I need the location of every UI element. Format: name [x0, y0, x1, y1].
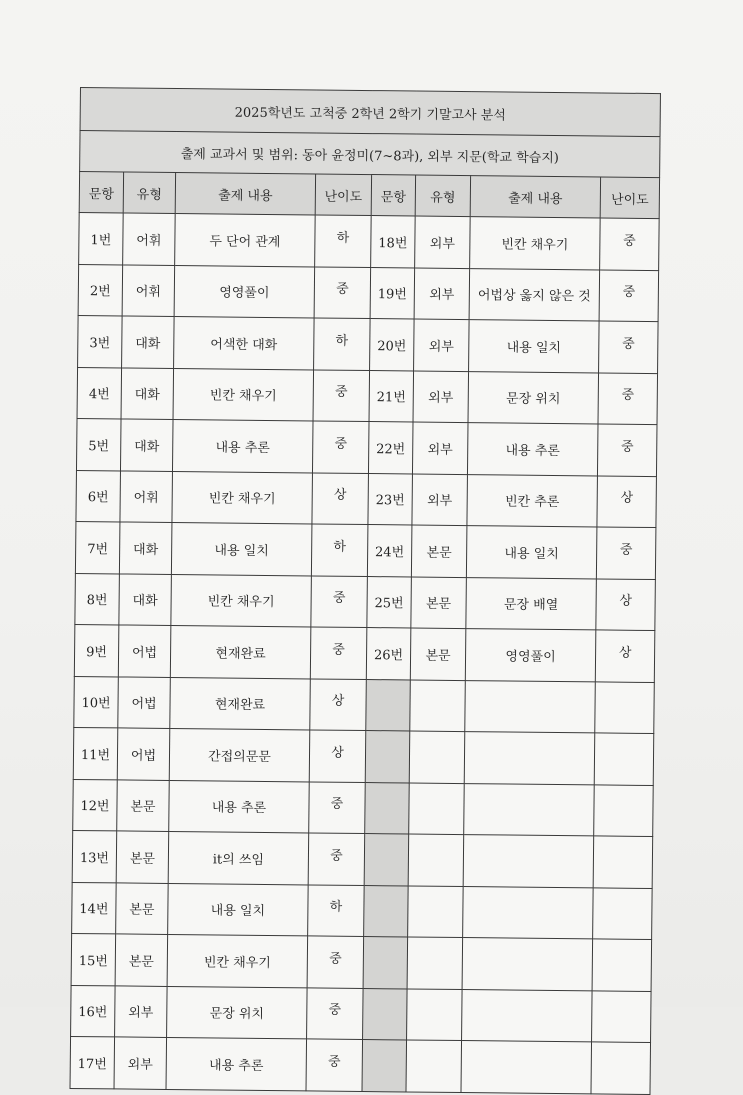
left-type-cell: 어휘 — [120, 470, 173, 522]
right-difficulty-cell: 중 — [600, 218, 660, 270]
left-difficulty-cell: 하 — [308, 884, 365, 936]
table-row — [75, 521, 656, 579]
left-no-cell: 11번 — [73, 727, 118, 779]
left-no-cell: 13번 — [72, 830, 117, 882]
right-type-cell: 본문 — [411, 576, 467, 628]
right-content-cell: 내용 일치 — [466, 526, 597, 579]
left-type-cell: 대화 — [119, 573, 172, 625]
table-row — [76, 418, 657, 476]
table-row — [72, 882, 653, 940]
right-no-cell — [364, 885, 409, 937]
right-type-cell: 외부 — [412, 422, 468, 474]
right-type-cell — [406, 1040, 462, 1092]
left-type-cell: 본문 — [116, 831, 169, 883]
left-content-cell: 내용 일치 — [168, 883, 309, 936]
left-no-cell: 10번 — [74, 676, 119, 728]
left-content-cell: 빈칸 채우기 — [167, 934, 308, 987]
right-difficulty-cell: 상 — [596, 578, 656, 630]
right-type-cell — [408, 834, 464, 886]
left-type-cell: 어법 — [117, 728, 170, 780]
right-type-cell: 외부 — [413, 371, 469, 423]
left-content-cell: 영영풀이 — [174, 265, 315, 318]
left-content-cell: 내용 일치 — [171, 522, 312, 575]
right-type-cell: 본문 — [411, 525, 467, 577]
left-no-cell: 15번 — [71, 933, 116, 985]
left-type-cell: 대화 — [120, 419, 173, 471]
left-type-cell: 대화 — [119, 522, 172, 574]
right-type-cell: 외부 — [415, 216, 471, 268]
right-difficulty-cell — [593, 836, 653, 888]
left-no-cell: 12번 — [73, 779, 118, 831]
right-difficulty-cell: 상 — [597, 475, 657, 527]
right-no-cell: 20번 — [370, 319, 415, 371]
left-no-cell: 5번 — [76, 418, 121, 470]
right-content-cell — [463, 886, 594, 939]
right-content-cell: 어법상 옳지 않은 것 — [469, 268, 600, 321]
table-row — [71, 933, 652, 991]
left-difficulty-cell: 중 — [312, 421, 369, 473]
right-no-cell: 21번 — [369, 370, 414, 422]
table-row — [77, 367, 658, 425]
left-content-cell: 빈칸 채우기 — [171, 574, 312, 627]
right-difficulty-cell — [594, 784, 654, 836]
left-type-cell: 외부 — [115, 985, 168, 1037]
left-type-cell: 대화 — [122, 316, 175, 368]
left-difficulty-cell: 상 — [309, 730, 366, 782]
table-row — [70, 1036, 651, 1094]
left-no-cell: 2번 — [78, 264, 123, 316]
right-difficulty-cell — [592, 990, 652, 1042]
left-type-cell: 대화 — [121, 367, 174, 419]
left-no-cell: 14번 — [72, 882, 117, 934]
right-type-cell — [408, 885, 464, 937]
header-cell: 출제 내용 — [470, 176, 600, 218]
left-content-cell: 두 단어 관계 — [175, 214, 316, 267]
left-no-cell: 7번 — [75, 521, 120, 573]
left-difficulty-cell: 상 — [312, 472, 369, 524]
header-cell: 문항 — [371, 175, 415, 216]
header-cell: 유형 — [123, 172, 175, 214]
left-type-cell: 어휘 — [122, 264, 175, 316]
right-no-cell — [362, 1040, 407, 1092]
header-cell: 난이도 — [600, 177, 660, 219]
table-row — [74, 624, 655, 682]
right-content-cell: 빈칸 추론 — [467, 474, 598, 527]
table-title: 2025학년도 고척중 2학년 2학기 기말고사 분석 — [80, 88, 661, 137]
left-content-cell: 어색한 대화 — [174, 316, 315, 369]
right-type-cell: 본문 — [410, 628, 466, 680]
left-content-cell: 빈칸 채우기 — [173, 368, 314, 421]
left-no-cell: 6번 — [76, 470, 121, 522]
right-difficulty-cell — [591, 1042, 651, 1094]
table-row — [73, 727, 654, 785]
right-difficulty-cell — [594, 733, 654, 785]
left-type-cell: 외부 — [114, 1037, 167, 1089]
right-type-cell: 외부 — [414, 319, 470, 371]
right-difficulty-cell: 중 — [599, 269, 659, 321]
right-content-cell — [465, 680, 596, 733]
right-content-cell — [462, 938, 593, 991]
table-row — [72, 830, 653, 888]
left-difficulty-cell: 상 — [310, 678, 367, 730]
header-cell: 출제 내용 — [175, 173, 315, 215]
right-content-cell: 내용 일치 — [469, 320, 600, 373]
left-difficulty-cell: 중 — [307, 987, 364, 1039]
left-content-cell: 간접의문문 — [169, 728, 310, 781]
left-content-cell: 현재완료 — [170, 677, 311, 730]
right-no-cell: 22번 — [368, 422, 413, 474]
right-no-cell — [363, 988, 408, 1040]
table-row — [78, 264, 659, 322]
table-row — [73, 779, 654, 837]
left-no-cell: 3번 — [78, 315, 123, 367]
table-row — [76, 470, 657, 528]
left-type-cell: 본문 — [116, 882, 169, 934]
right-no-cell — [363, 937, 408, 989]
left-no-cell: 16번 — [71, 985, 116, 1037]
right-type-cell — [409, 731, 465, 783]
right-no-cell: 18번 — [371, 216, 416, 268]
left-difficulty-cell: 하 — [315, 215, 372, 267]
right-content-cell — [464, 732, 595, 785]
header-cell: 유형 — [415, 175, 470, 217]
left-difficulty-cell: 하 — [314, 318, 371, 370]
left-difficulty-cell: 중 — [310, 627, 367, 679]
right-content-cell: 빈칸 채우기 — [470, 217, 601, 270]
left-type-cell: 본문 — [115, 934, 168, 986]
table-row — [71, 985, 652, 1043]
left-no-cell: 17번 — [70, 1036, 115, 1088]
table-row — [79, 212, 660, 270]
header-row — [79, 172, 659, 219]
right-no-cell — [365, 782, 410, 834]
right-no-cell: 23번 — [368, 473, 413, 525]
left-content-cell: it의 쓰임 — [168, 831, 309, 884]
left-difficulty-cell: 중 — [306, 1039, 363, 1091]
left-type-cell: 어법 — [118, 625, 171, 677]
right-difficulty-cell — [595, 681, 655, 733]
right-type-cell — [410, 679, 466, 731]
left-content-cell: 현재완료 — [170, 625, 311, 678]
right-content-cell: 문장 위치 — [468, 371, 599, 424]
left-no-cell: 1번 — [79, 212, 124, 264]
scope-row — [80, 131, 660, 178]
left-difficulty-cell: 중 — [307, 936, 364, 988]
right-content-cell — [463, 835, 594, 888]
right-no-cell: 25번 — [367, 576, 412, 628]
left-content-cell: 내용 추론 — [169, 780, 310, 833]
header-cell: 난이도 — [315, 174, 371, 216]
right-type-cell: 외부 — [414, 268, 470, 320]
title-row — [80, 88, 661, 137]
table-row — [78, 315, 659, 373]
right-difficulty-cell: 중 — [597, 424, 657, 476]
right-no-cell — [364, 834, 409, 886]
exam-analysis-table — [70, 87, 662, 1095]
exam-analysis-table-wrap — [70, 87, 660, 1095]
right-difficulty-cell — [592, 939, 652, 991]
scope-text: 출제 교과서 및 범위: 동아 윤정미(7~8과), 외부 지문(학교 학습지) — [80, 131, 660, 178]
right-difficulty-cell: 중 — [598, 372, 658, 424]
right-content-cell: 영영풀이 — [465, 629, 596, 682]
right-content-cell — [462, 989, 593, 1042]
right-content-cell: 문장 배열 — [466, 577, 597, 630]
left-no-cell: 9번 — [74, 624, 119, 676]
right-type-cell: 외부 — [412, 474, 468, 526]
table-row — [74, 676, 655, 734]
right-difficulty-cell: 상 — [595, 630, 655, 682]
right-difficulty-cell: 중 — [596, 527, 656, 579]
right-content-cell — [461, 1041, 592, 1094]
right-type-cell — [407, 937, 463, 989]
left-content-cell: 문장 위치 — [167, 986, 308, 1039]
right-difficulty-cell — [593, 887, 653, 939]
right-no-cell — [366, 679, 411, 731]
left-type-cell: 어휘 — [123, 213, 176, 265]
right-no-cell — [365, 731, 410, 783]
header-cell: 문항 — [79, 172, 123, 213]
right-no-cell: 19번 — [370, 267, 415, 319]
table-row — [75, 573, 656, 631]
left-type-cell: 본문 — [117, 779, 170, 831]
left-no-cell: 8번 — [75, 573, 120, 625]
right-content-cell: 내용 추론 — [467, 423, 598, 476]
left-difficulty-cell: 중 — [311, 575, 368, 627]
left-difficulty-cell: 중 — [309, 781, 366, 833]
left-content-cell: 내용 추론 — [172, 419, 313, 472]
left-difficulty-cell: 중 — [314, 266, 371, 318]
right-no-cell: 24번 — [367, 525, 412, 577]
right-content-cell — [464, 783, 595, 836]
right-type-cell — [409, 782, 465, 834]
right-no-cell: 26번 — [366, 628, 411, 680]
left-difficulty-cell: 중 — [313, 369, 370, 421]
left-content-cell: 내용 추론 — [166, 1037, 307, 1090]
left-no-cell: 4번 — [77, 367, 122, 419]
left-type-cell: 어법 — [118, 676, 171, 728]
left-difficulty-cell: 하 — [311, 524, 368, 576]
left-content-cell: 빈칸 채우기 — [172, 471, 313, 524]
right-type-cell — [407, 988, 463, 1040]
right-difficulty-cell: 중 — [599, 321, 659, 373]
left-difficulty-cell: 중 — [308, 833, 365, 885]
